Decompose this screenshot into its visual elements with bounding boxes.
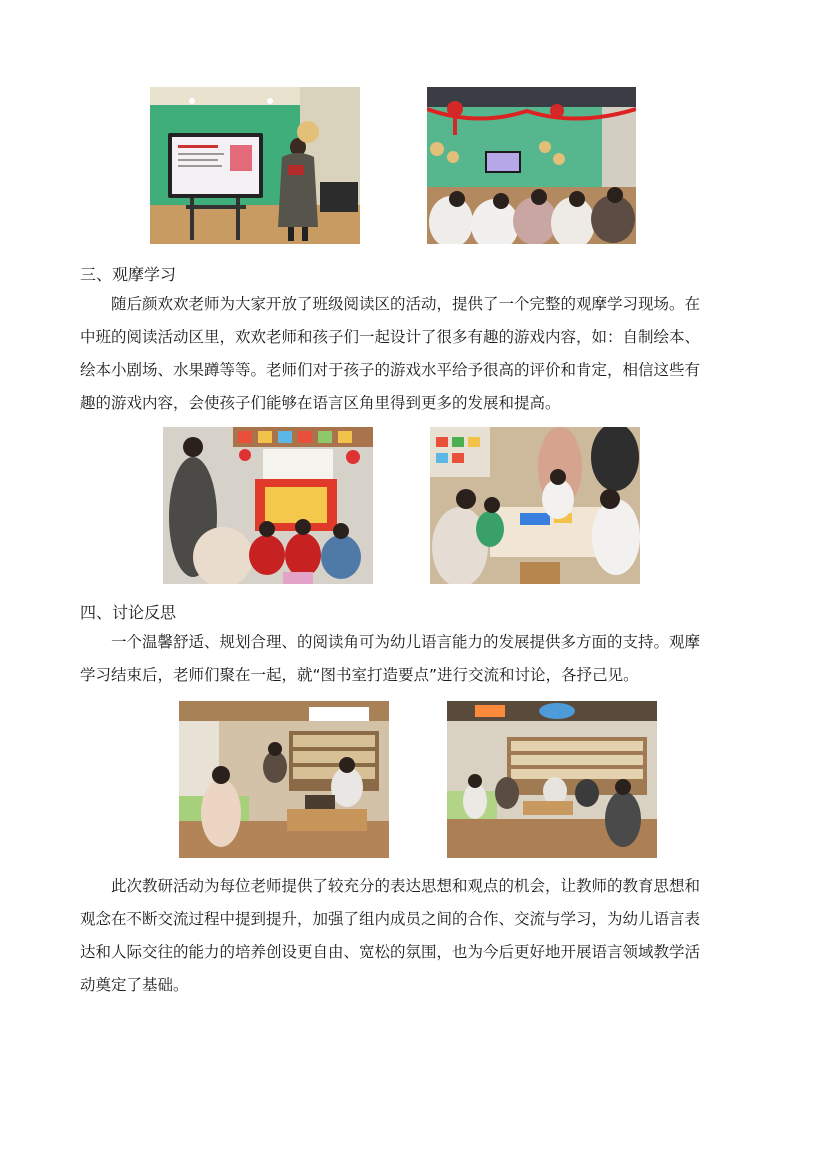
paragraph-line: 学习结束后，老师们聚在一起，就“图书室打造要点”进行交流和讨论，各抒己见。	[80, 666, 639, 684]
paragraph-line: 一个温馨舒适、规划合理、的阅读角可为幼儿语言能力的发展提供多方面的支持。观摩	[111, 633, 701, 651]
section-body-observation	[80, 288, 750, 420]
paragraph-line: 观念在不断交流过程中提到提升，加强了组内成员之间的合作、交流与学习，为幼儿语言表	[80, 910, 701, 928]
photo-library-discussion-left	[179, 701, 389, 858]
paragraph-line: 随后颜欢欢老师为大家开放了班级阅读区的活动，提供了一个完整的观摩学习现场。在	[111, 295, 701, 313]
section-body-discussion	[80, 626, 750, 692]
paragraph-line: 绘本小剧场、水果蹲等等。老师们对于孩子的游戏水平给予很高的评价和肯定，相信这些有	[80, 361, 701, 379]
paragraph-line: 趣的游戏内容，会使孩子们能够在语言区角里得到更多的发展和提高。	[80, 394, 561, 412]
section-heading-observation: 三、观摩学习	[80, 265, 177, 284]
closing-paragraph	[80, 870, 750, 1002]
section-heading-discussion: 四、讨论反思	[80, 603, 177, 622]
photo-audience-classroom	[427, 87, 636, 244]
photo-reading-corner-theater	[163, 427, 373, 584]
paragraph-line: 中班的阅读活动区里，欢欢老师和孩子们一起设计了很多有趣的游戏内容，如：自制绘本、	[80, 328, 701, 346]
photo-library-discussion-right	[447, 701, 657, 858]
photo-children-activity-table	[430, 427, 640, 584]
paragraph-line: 达和人际交往的能力的培养创设更自由、宽松的氛围，也为今后更好地开展语言领域教学活	[80, 943, 701, 961]
paragraph-line: 此次教研活动为每位老师提供了较充分的表达思想和观点的机会，让教师的教育思想和	[111, 877, 701, 895]
paragraph-line: 动奠定了基础。	[80, 976, 189, 994]
photo-teacher-presenting	[150, 87, 360, 244]
